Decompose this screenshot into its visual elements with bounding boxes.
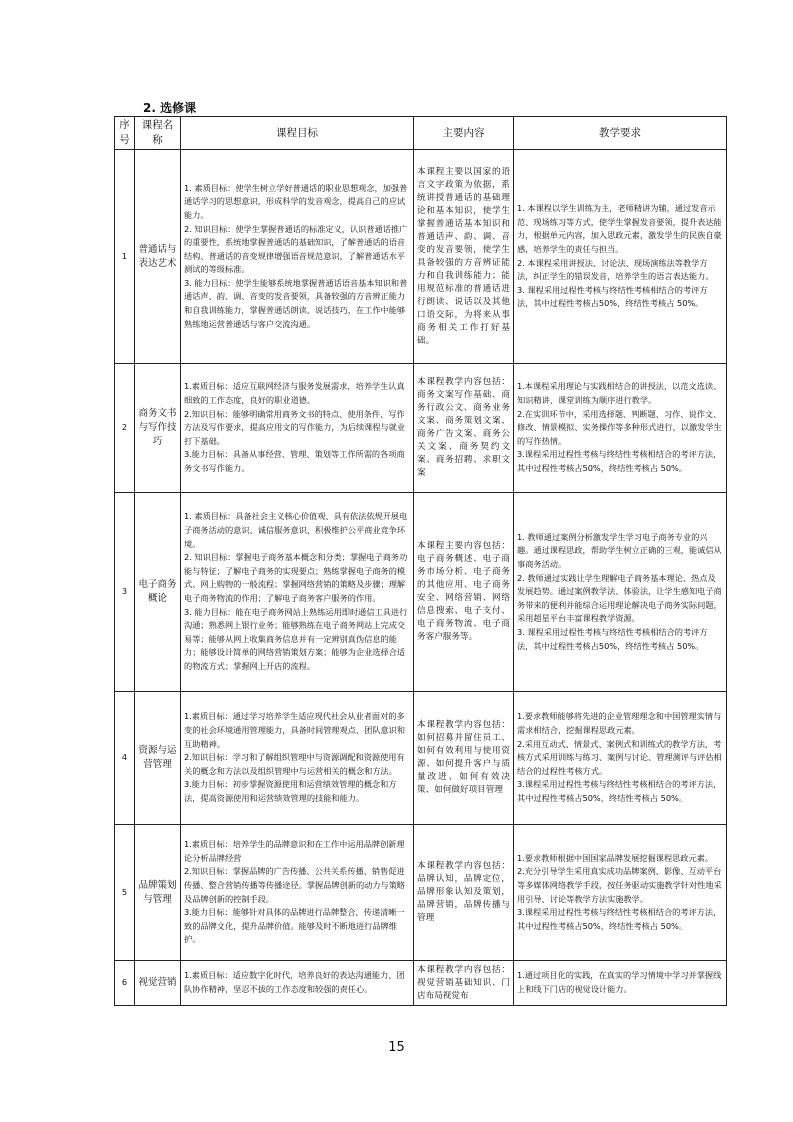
table-row — [115, 961, 727, 1006]
course-goal: 1.素质目标：适应数字化时代，培养良好的表达沟通能力、团队协作精神，坚忍不拔的工作态度和较强的责任心。 — [181, 961, 414, 1006]
course-name: 商务文书与写作技巧 — [135, 364, 181, 493]
table-row — [115, 150, 727, 364]
row-index: 1 — [115, 150, 135, 364]
course-name: 视觉营销 — [135, 961, 181, 1006]
course-goal: 1.素质目标：通过学习培养学生适应现代社会从业者面对的多变的社会环境通用管理能力，具备时间管理观点、团队意识和互助精神。 2.知识目标：学习和了解组织管理中与资源调配和资源使用有关的概念和方法以及组织管理中与运营相关的概念和方法。 3.能力目标：初步掌握资源使用和运营绩效管理的概念和方法，提高资源使用和运营绩效管理的技能和能力。 — [181, 692, 414, 825]
main-content: 本课程教学内容包括：商务文案写作基础、商务行政公文、商务业务文案、商务策划文案、商务广告文案、商务公关文案、商务契约文案、商务招聘、求职文案 — [414, 364, 514, 493]
table-header-row — [115, 117, 727, 150]
row-index: 5 — [115, 825, 135, 961]
teaching-requirement: 1.本课程采用理论与实践相结合的讲授法，以范文选读、知识精讲、课堂训练为顺序进行教学。 2.在实训环节中，采用选择题、判断题、习作、说作文、修改、情景模拟、实务操作等多种形式进行，以激发学生的写作热情。 3.课程采用过程性考核与终结性考核相结合的考评方法，其中过程性考核占50%，终结性考核占 50%。 — [514, 364, 727, 493]
course-name: 品牌策划与管理 — [135, 825, 181, 961]
table-row — [115, 825, 727, 961]
main-content: 本课程教学内容包括：视觉营销基础知识、门店布局视觉布 — [414, 961, 514, 1006]
elective-course-table — [114, 116, 727, 1006]
section-title: 2. 选修课 — [143, 101, 197, 115]
main-content: 本课程主要内容包括：电子商务概述、电子商务市场分析、电子商务的其他应用、电子商务安全、网络营销、网络信息搜索、电子支付、电子商务物流、电子商务客户服务等。 — [414, 493, 514, 692]
main-content: 本课程主要以国家的语言文字政策为依据，系统讲授普通话的基础理论和基本知识，使学生掌握普通话基本知识和普通话声、韵、调、音变的发音要领，使学生具备较强的方音辨证能力和自我训练能力；能用规范标准的普通话进行朗读、说话以及其他口语交际，为将来从事商务相关工作打好基础。 — [414, 150, 514, 364]
table-row — [115, 364, 727, 493]
row-index: 6 — [115, 961, 135, 1006]
course-name: 资源与运营管理 — [135, 692, 181, 825]
header-course-name: 课程名称 — [135, 117, 181, 150]
table-row — [115, 493, 727, 692]
teaching-requirement: 1. 本课程以学生训练为主，老师精讲为辅，通过发音示范、现场练习等方式，使学生掌握发音要领，提升表达能力，根据单元内容，加入思政元素，激发学生的民族自豪感，培养学生的责任与担当。 2. 本课程采用讲授法、讨论法、现场演练法等教学方法，纠正学生的错误发音，培养学生的语言表达能力。 3. 课程采用过程性考核与终结性考核相结合的考评方法，其中过程性考核占50%，终结性考核占 50%。 — [514, 150, 727, 364]
course-goal: 1.素质目标：培养学生的品牌意识和在工作中运用品牌创新理论分析品牌经营 2.知识目标：掌握品牌的广告传播、公共关系传播、销售促进传播、整合营销传播等传播途径。掌握品牌创新的动力与策略及品牌创新的控制手段。 3.能力目标：能够针对具体的品牌进行品牌整合，传递清晰一致的品牌文化，提升品牌价值。能够及时不断地进行品牌维护。 — [181, 825, 414, 961]
row-index: 3 — [115, 493, 135, 692]
teaching-requirement: 1.通过项目化的实践，在真实的学习情境中学习并掌握线上和线下门店的视觉设计能力。 — [514, 961, 727, 1006]
table-row — [115, 692, 727, 825]
course-goal: 1. 素质目标：使学生树立学好普通话的职业思想观念，加强普通话学习的思想意识，形成科学的发音观念，提高自己的应试能力。 2. 知识目标：使学生掌握普通话的标准定义，认识普通话推广的重要性，系统地掌握普通话的基础知识，了解普通话的语音结构、普通话的音变规律增强语音规范意识，了解普通话水平测试的等级标准。 3. 能力目标：使学生能够系统地掌握普通话语音基本知识和普通话声、韵、调、音变的发音要领，具备较强的方音辨正能力和自我训练能力，掌握普通话朗读、说话技巧，在工作中能够熟练地运营普通话与客户交流沟通。 — [181, 150, 414, 364]
header-teaching-requirement: 教学要求 — [514, 117, 727, 150]
course-goal: 1.素质目标：适应互联网经济与服务发展需求，培养学生认真细致的工作态度，良好的职业道德。 2.知识目标：能够明确常用商务文书的特点、使用条件、写作方法及写作要求，提高应用文的写作能力，为后续课程与就业打下基础。 3.能力目标：具备从事经营、管理、策划等工作所需的各项商务文书写作能力。 — [181, 364, 414, 493]
header-course-goal: 课程目标 — [181, 117, 414, 150]
teaching-requirement: 1. 教师通过案例分析激发学生学习电子商务专业的兴趣。通过课程思政，帮助学生树立正确的三观，能诚信从事商务活动。 2. 教师通过实践让学生理解电子商务基本理论、热点及发展趋势。通过案例教学法、体验法，让学生感知电子商务带来的便利并能综合运用理论解决电子商务实际问题，采用超星平台丰富课程教学资源。 3. 课程采用过程性考核与终结性考核相结合的考评方法，其中过程性考核占50%，终结性考核占 50%。 — [514, 493, 727, 692]
row-index: 4 — [115, 692, 135, 825]
header-main-content: 主要内容 — [414, 117, 514, 150]
teaching-requirement: 1.要求教师能够将先进的企业管理理念和中国管理实情与需求相结合，挖掘课程思政元素。 2.采用互动式、情景式、案例式和训练式的教学方法，考核方式采用训练与练习、案例与讨论、管理测评与评估相结合的过程性考核方式。 3.课程采用过程性考核与终结性考核相结合的考评方法，其中过程性考核占50%，终结性考核占 50%。 — [514, 692, 727, 825]
page-number: 15 — [388, 1040, 405, 1055]
main-content: 本课程教学内容包括：如何招募并留住员工、如何有效利用与使用资源、如何提升客户与质量改进、如何有效决策、如何做好项目管理 — [414, 692, 514, 825]
course-name: 普通话与表达艺术 — [135, 150, 181, 364]
header-index: 序号 — [115, 117, 135, 150]
row-index: 2 — [115, 364, 135, 493]
main-content: 本课程教学内容包括：品牌认知，品牌定位，品牌形象认知及策划，品牌营销，品牌传播与管理 — [414, 825, 514, 961]
teaching-requirement: 1.要求教师根据中国国家品牌发展挖掘课程思政元素。 2.充分引导学生采用真实成功品牌案例、影像、互动平台等多媒体网络教学手段，按任务驱动实施教学针对性地采用引导、讨论等教学方法实施教学。 3.课程采用过程性考核与终结性考核相结合的考评方法，其中过程性考核占50%，终结性考核占 50%。 — [514, 825, 727, 961]
course-name: 电子商务概论 — [135, 493, 181, 692]
course-goal: 1. 素质目标：具备社会主义核心价值观、具有依法依规开展电子商务活动的意识、诚信服务意识，积极维护公平商业竞争环境。 2. 知识目标：掌握电子商务基本概念和分类；掌握电子商务功能与特征；了解电子商务的实现要点；熟练掌握电子商务的模式、网上购物的一般流程；掌握网络营销的策略及步骤；理解电子商务物流的作用；了解电子商务客户服务的作用。 3. 能力目标：能在电子商务网站上熟练运用即时通信工具进行沟通；熟悉网上银行业务；能够熟练在电子商务网站上完成交易等；能够从网上收集商务信息并有一定辨别真伪信息的能力；能够设计简单的网络营销策划方案；能够为企业选择合适的物流方式；掌握网上开店的流程。 — [181, 493, 414, 692]
